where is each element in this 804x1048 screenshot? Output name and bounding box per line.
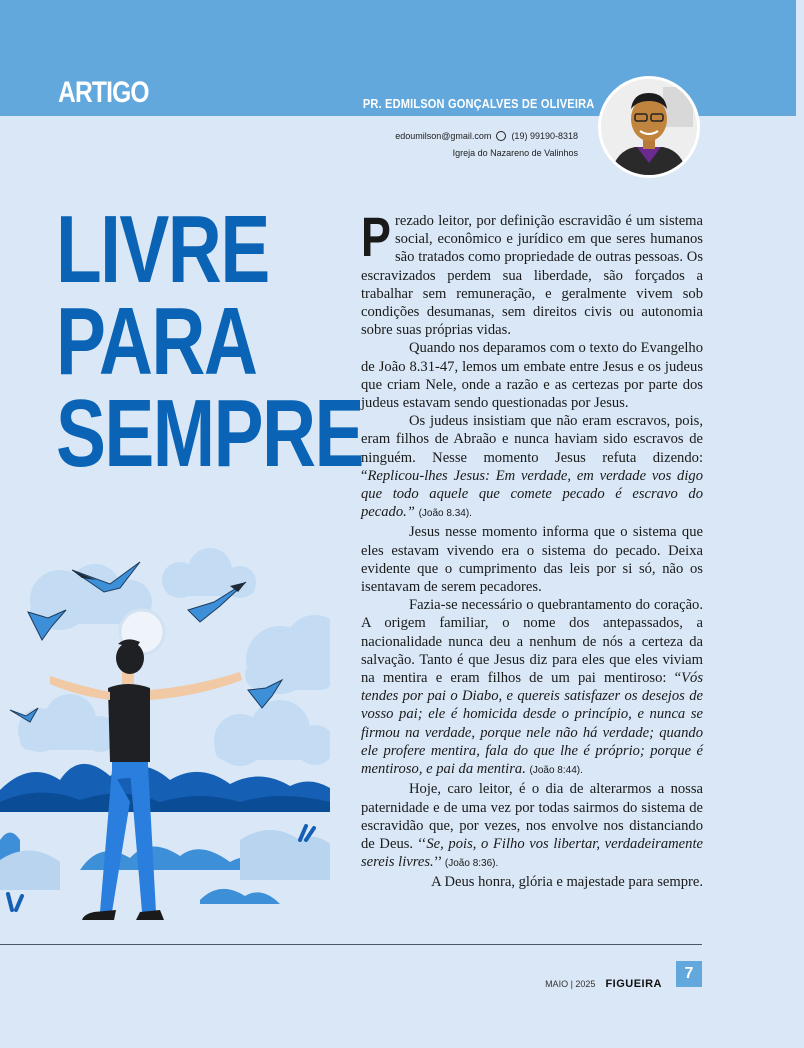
page-number: 7	[676, 961, 702, 987]
author-photo	[598, 76, 700, 178]
article-paragraph-7: A Deus honra, glória e majestade para sempre.	[431, 874, 703, 891]
headline-line-3: SEMPRE	[56, 380, 363, 487]
bible-reference: (João 8:36).	[444, 858, 499, 870]
bible-reference: (João 8.34).	[418, 508, 472, 520]
author-church: Igreja do Nazareno de Valinhos	[452, 148, 578, 158]
author-contact	[395, 131, 578, 141]
article-paragraph-5: Fazia-se necessário o quebrantamento do coração. A origem familiar, o nome dos antepassados, a nacionalidade nunca deu a nenhum de nós a certeza da salvação. Tanto é que Jesus diz para eles que eles viviam na mentira e eram filhos de um pai mentiroso: “Vós tendes por pai o Diabo, e quereis satisfazer os desejos de vosso pai; ele é homicida desde o princípio, e nunca se firmou na verdade, porque nele não há verdade; quando ele profere mentira, fala do que lhe é próprio; porque é mentiroso, e pai da mentira. (João 8:44).	[361, 597, 703, 778]
headline-line-2: PARA	[56, 288, 257, 395]
article-paragraph-1: Prezado leitor, por definição escravidão é um sistema social, econômico e jurídico em que seres humanos são tratados como propriedade de outras pessoas. Os escravizados perdem sua liberdade, são forçados a trabalhar sem remuneração, e geralmente vivem sob condições desumanas, sem direitos civis ou autonomia sobre suas próprias vidas.	[361, 205, 703, 339]
drop-cap: P	[361, 205, 391, 268]
article-paragraph-4: Jesus nesse momento informa que o sistema que eles estavam vivendo era o sistema do pecado. Deixa evidente que o cumprimento das leis por si só, não os isentavam de serem pecadores.	[361, 524, 703, 596]
whatsapp-icon	[496, 131, 506, 141]
issue-date: MAIO | 2025	[545, 979, 596, 989]
article-paragraph-2: Quando nos deparamos com o texto do Evangelho de João 8.31-47, lemos um embate entre Jesus e os judeus que criam Nele, onde a razão e as certezas por parte dos judeus estavam sendo questionadas por Jesus.	[361, 340, 703, 412]
footer-divider	[0, 944, 702, 945]
article-paragraph-3: Os judeus insistiam que não eram escravos, pois, eram filhos de Abraão e nunca haviam sido escravos de ninguém. Nesse momento Jesus refuta dizendo: “Replicou-lhes Jesus: Em verdade, em verdade vos digo que todo aquele que comete pecado é escravo do pecado.” (João 8.34).	[361, 413, 703, 521]
headline-line-1: LIVRE	[56, 196, 269, 303]
headline	[56, 196, 363, 487]
freedom-illustration	[0, 540, 330, 930]
magazine-name: FIGUEIRA	[605, 978, 662, 990]
section-label: ARTIGO	[58, 76, 149, 109]
bible-reference: (João 8:44).	[529, 765, 583, 777]
author-email: edoumilson@gmail.com	[395, 131, 492, 141]
article-paragraph-6: Hoje, caro leitor, é o dia de alterarmos a nossa paternidade e de uma vez por todas sairmos do sistema de escravidão que, por vezes, nos envolve nos distanciando de Deus. ‘‘Se, pois, o Filho vos libertar, verdadeiramente sereis livres.’’ (João 8:36).	[361, 781, 703, 871]
author-name: PR. EDMILSON GONÇALVES DE OLIVEIRA	[362, 96, 594, 111]
author-phone: (19) 99190-8318	[511, 131, 578, 141]
footer	[545, 978, 662, 990]
article-body	[361, 205, 703, 892]
